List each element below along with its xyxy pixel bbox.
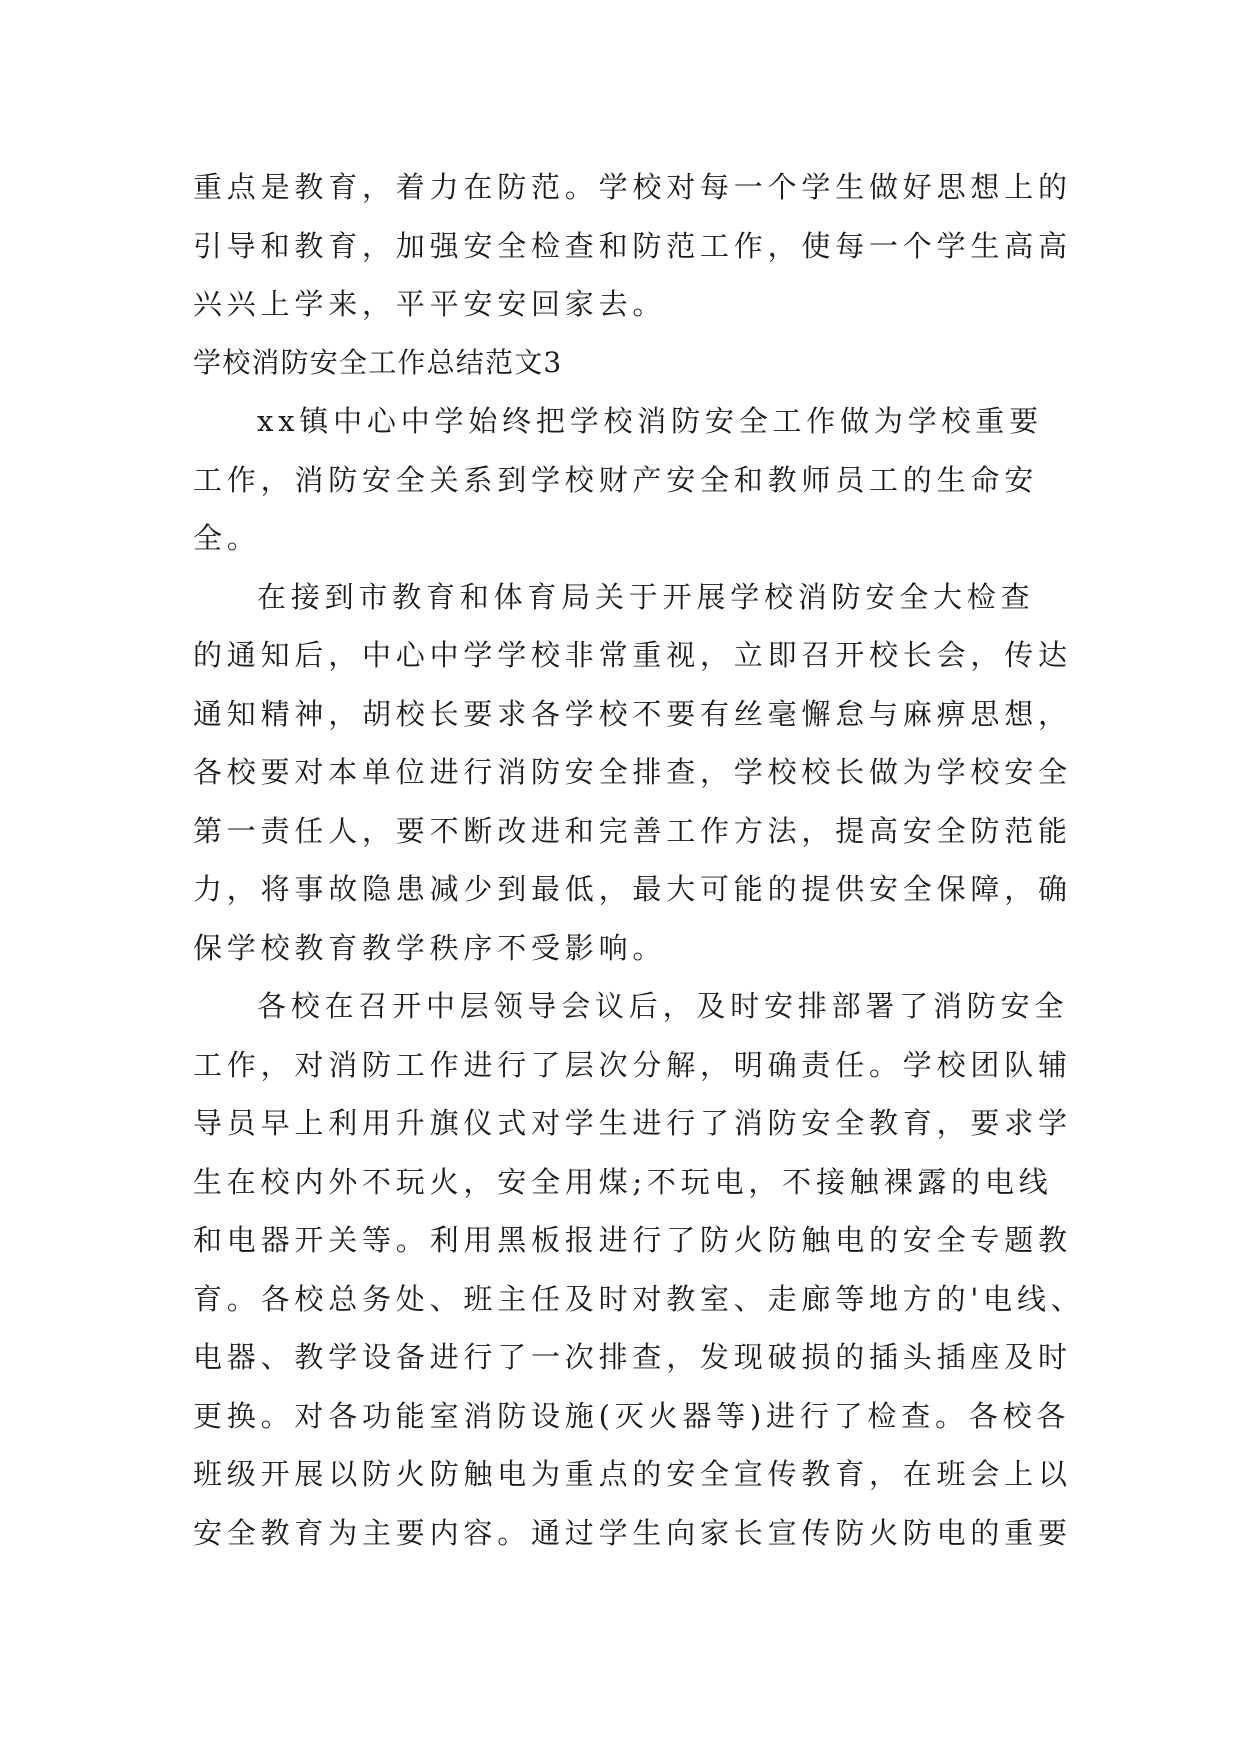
text-line: 保学校教育教学秩序不受影响。 xyxy=(193,930,667,965)
paragraph-first-line: xx镇中心中学始终把学校消防安全工作做为学校重要 xyxy=(257,404,1043,438)
text-line: 和电器开关等。利用黑板报进行了防火防触电的安全专题教 xyxy=(193,1223,1072,1257)
text-line: 导员早上利用升旗仪式对学生进行了消防安全教育，要求学 xyxy=(193,1106,1072,1140)
text-line: 第一责任人，要不断改进和完善工作方法，提高安全防范能 xyxy=(193,813,1072,848)
section-heading: 学校消防安全工作总结范文3 xyxy=(193,345,563,379)
text-line: 的通知后，中心中学学校非常重视，立即召开校长会，传达 xyxy=(193,638,1072,672)
text-line: 引导和教育，加强安全检查和防范工作，使每一个学生高高 xyxy=(193,228,1072,263)
text-line: 重点是教育，着力在防范。学校对每一个学生做好思想上的 xyxy=(193,170,1072,204)
text-line: 更换。对各功能室消防设施(灭火器等)进行了检查。各校各 xyxy=(193,1398,1071,1433)
document-body xyxy=(193,158,1085,1562)
text-line: 各校要对本单位进行消防安全排查，学校校长做为学校安全 xyxy=(193,755,1072,789)
text-line: 工作，对消防工作进行了层次分解，明确责任。学校团队辅 xyxy=(193,1047,1072,1082)
text-line: 工作，消防安全关系到学校财产安全和教师员工的生命安 xyxy=(193,462,1039,497)
text-line: 通知精神，胡校长要求各学校不要有丝毫懈怠与麻痹思想， xyxy=(193,696,1072,731)
text-line: 全。 xyxy=(193,521,261,555)
text-line: 生在校内外不玩火，安全用煤;不玩电，不接触裸露的电线 xyxy=(193,1164,1053,1199)
text-line: 电器、教学设备进行了一次排查，发现破损的插头插座及时 xyxy=(193,1340,1072,1374)
text-line: 兴兴上学来，平平安安回家去。 xyxy=(193,287,667,321)
text-line: 育。各校总务处、班主任及时对教室、走廊等地方的'电线、 xyxy=(193,1281,1085,1316)
paragraph-first-line: 各校在召开中层领导会议后，及时安排部署了消防安全 xyxy=(257,989,1069,1023)
text-line: 力，将事故隐患减少到最低，最大可能的提供安全保障，确 xyxy=(193,872,1072,906)
paragraph-first-line: 在接到市教育和体育局关于开展学校消防安全大检查 xyxy=(257,579,1035,614)
text-line: 班级开展以防火防触电为重点的安全宣传教育，在班会上以 xyxy=(193,1457,1072,1491)
text-line: 安全教育为主要内容。通过学生向家长宣传防火防电的重要 xyxy=(193,1515,1072,1550)
